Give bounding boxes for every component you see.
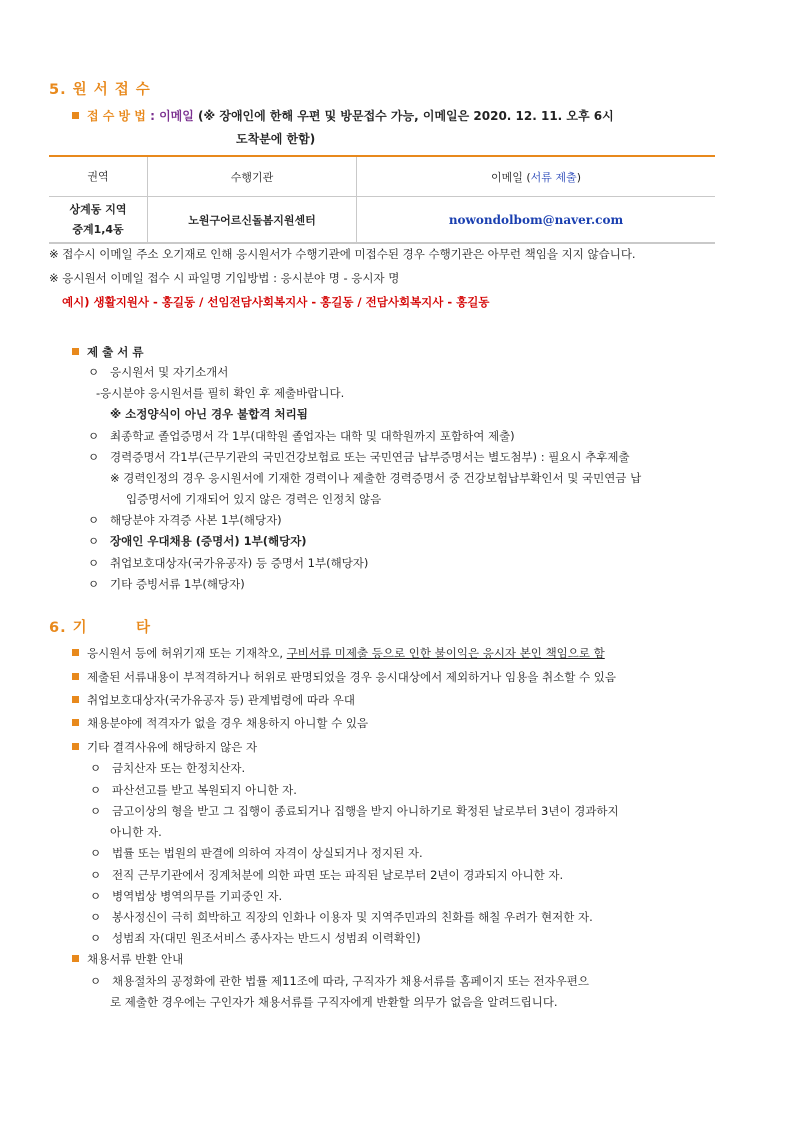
circle-bullet-icon: ㅇ: [88, 577, 100, 591]
header-agency: 수행기관: [148, 156, 357, 197]
table-header-row: [49, 156, 715, 197]
method-note-cont: 도착분에 한함): [236, 132, 316, 146]
email-link[interactable]: nowondolbom@naver.com: [448, 212, 624, 227]
doc-item-1-warning: ※ 소정양식이 아닌 경우 불합격 처리됨: [110, 407, 308, 421]
method-line: [72, 107, 614, 124]
square-bullet-icon: [72, 649, 79, 656]
circle-bullet-icon: ㅇ: [90, 761, 102, 775]
method-value: 이메일: [159, 109, 194, 123]
etc-bullet-1: 응시원서 등에 허위기재 또는 기재착오, 구비서류 미제출 등으로 인한 불이익은 응시자 본인 책임으로 함: [72, 645, 605, 661]
circle-bullet-icon: ㅇ: [88, 556, 100, 570]
circle-bullet-icon: ㅇ: [88, 513, 100, 527]
doc-item-2: ㅇ 최종학교 졸업증명서 각 1부(대학원 졸업자는 대학 및 대학원까지 포함하여 제출): [88, 429, 515, 443]
documents-heading: [72, 344, 143, 360]
etc-bullet-5: 기타 결격사유에 해당하지 않은 자: [72, 739, 257, 755]
cell-email[interactable]: [357, 197, 716, 244]
section6-title: 6. 기 타: [49, 620, 152, 636]
disq-4: ㅇ 법률 또는 법원의 판결에 의하여 자격이 상실되거나 정지된 자.: [90, 846, 423, 860]
doc-item-1: ㅇ 응시원서 및 자기소개서: [88, 365, 229, 379]
doc-item-4: ㅇ 해당분야 자격증 사본 1부(해당자): [88, 513, 282, 527]
circle-bullet-icon: ㅇ: [90, 804, 102, 818]
circle-bullet-icon: ㅇ: [90, 846, 102, 860]
square-bullet-icon: [72, 673, 79, 680]
method-label: 접 수 방 법: [87, 109, 146, 123]
square-bullet-icon: [72, 112, 79, 119]
square-bullet-icon: [72, 743, 79, 750]
documents-title: 제 출 서 류: [87, 345, 144, 359]
agency-table: [49, 155, 715, 244]
table-row: [49, 197, 715, 244]
circle-bullet-icon: ㅇ: [90, 868, 102, 882]
square-bullet-icon: [72, 348, 79, 355]
filename-example: 예시) 생활지원사 - 홍길동 / 선임전담사회복지사 - 홍길동 / 전담사회복지사 - 홍길동: [62, 295, 490, 309]
doc-item-6: ㅇ 취업보호대상자(국가유공자) 등 증명서 1부(해당자): [88, 556, 369, 570]
note-2: ※ 응시원서 이메일 접수 시 파일명 기입방법 : 응시분야 명 - 응시자 명: [49, 271, 400, 285]
circle-bullet-icon: ㅇ: [90, 910, 102, 924]
circle-bullet-icon: ㅇ: [90, 974, 102, 988]
cell-region: 상계동 지역 중계1,4동: [49, 197, 148, 244]
etc-bullet-6: 채용서류 반환 안내: [72, 951, 183, 967]
doc-item-3-note-cont: 입증명서에 기재되어 있지 않은 경력은 인정치 않음: [126, 492, 382, 506]
doc-item-3: ㅇ 경력증명서 각1부(근무기관의 국민건강보험료 또는 국민연금 납부증명서는 별도첨부) : 필요시 추후제출: [88, 450, 630, 464]
etc-bullet-2: 제출된 서류내용이 부적격하거나 허위로 판명되었을 경우 응시대상에서 제외하거나 임용을 취소할 수 있음: [72, 669, 616, 685]
circle-bullet-icon: ㅇ: [88, 450, 100, 464]
doc-item-3-note: ※ 경력인정의 경우 응시원서에 기재한 경력이나 제출한 경력증명서 중 건강보험납부확인서 및 국민연금 납: [110, 471, 642, 485]
disq-7: ㅇ 봉사정신이 극히 희박하고 직장의 인화나 이용자 및 지역주민과의 친화를 해칠 우려가 현저한 자.: [90, 910, 593, 924]
square-bullet-icon: [72, 955, 79, 962]
disq-3-cont: 아니한 자.: [110, 825, 162, 839]
disq-5: ㅇ 전직 근무기관에서 징계처분에 의한 파면 또는 파직된 날로부터 2년이 경과되지 아니한 자.: [90, 868, 564, 882]
method-note: (※ 장애인에 한해 우편 및 방문접수 가능, 이메일은 2020. 12. 11. 오후 6시: [193, 109, 614, 123]
doc-item-5: ㅇ 장애인 우대채용 (증명서) 1부(해당자): [88, 534, 307, 548]
cell-agency: 노원구어르신돌봄지원센터: [148, 197, 357, 244]
circle-bullet-icon: ㅇ: [88, 534, 100, 548]
header-email-em: 서류 제출: [530, 170, 577, 184]
disq-2: ㅇ 파산선고를 받고 복원되지 아니한 자.: [90, 783, 297, 797]
circle-bullet-icon: ㅇ: [88, 429, 100, 443]
section5-title: 5. 원 서 접 수: [49, 82, 151, 98]
return-notice-cont: 로 제출한 경우에는 구인자가 채용서류를 구직자에게 반환할 의무가 없음을 알려드립니다.: [110, 995, 558, 1009]
circle-bullet-icon: ㅇ: [90, 889, 102, 903]
disq-6: ㅇ 병역법상 병역의무를 기피중인 자.: [90, 889, 283, 903]
return-notice: ㅇ 채용절차의 공정화에 관한 법률 제11조에 따라, 구직자가 채용서류를 홈페이지 또는 전자우편으: [90, 974, 589, 988]
etc-bullet-3: 취업보호대상자(국가유공자 등) 관계법령에 따라 우대: [72, 692, 355, 708]
header-email: 이메일 (서류 제출): [357, 156, 716, 197]
etc-bullet-4: 채용분야에 적격자가 없을 경우 채용하지 아니할 수 있음: [72, 715, 368, 731]
note-1: ※ 접수시 이메일 주소 오기재로 인해 응시원서가 수행기관에 미접수된 경우 수행기관은 아무런 책임을 지지 않습니다.: [49, 247, 636, 261]
disq-1: ㅇ 금치산자 또는 한정치산자.: [90, 761, 246, 775]
doc-item-1-sub: -응시분야 응시원서를 필히 확인 후 제출바랍니다.: [96, 386, 345, 400]
circle-bullet-icon: ㅇ: [90, 783, 102, 797]
disq-8: ㅇ 성범죄 자(대민 원조서비스 종사자는 반드시 성범죄 이력확인): [90, 931, 421, 945]
square-bullet-icon: [72, 719, 79, 726]
square-bullet-icon: [72, 696, 79, 703]
circle-bullet-icon: ㅇ: [88, 365, 100, 379]
disq-3: ㅇ 금고이상의 형을 받고 그 집행이 종료되거나 집행을 받지 아니하기로 확정된 날로부터 3년이 경과하지: [90, 804, 619, 818]
method-colon: :: [145, 109, 160, 123]
doc-item-7: ㅇ 기타 증빙서류 1부(해당자): [88, 577, 245, 591]
header-region: 권역: [49, 156, 148, 197]
circle-bullet-icon: ㅇ: [90, 931, 102, 945]
